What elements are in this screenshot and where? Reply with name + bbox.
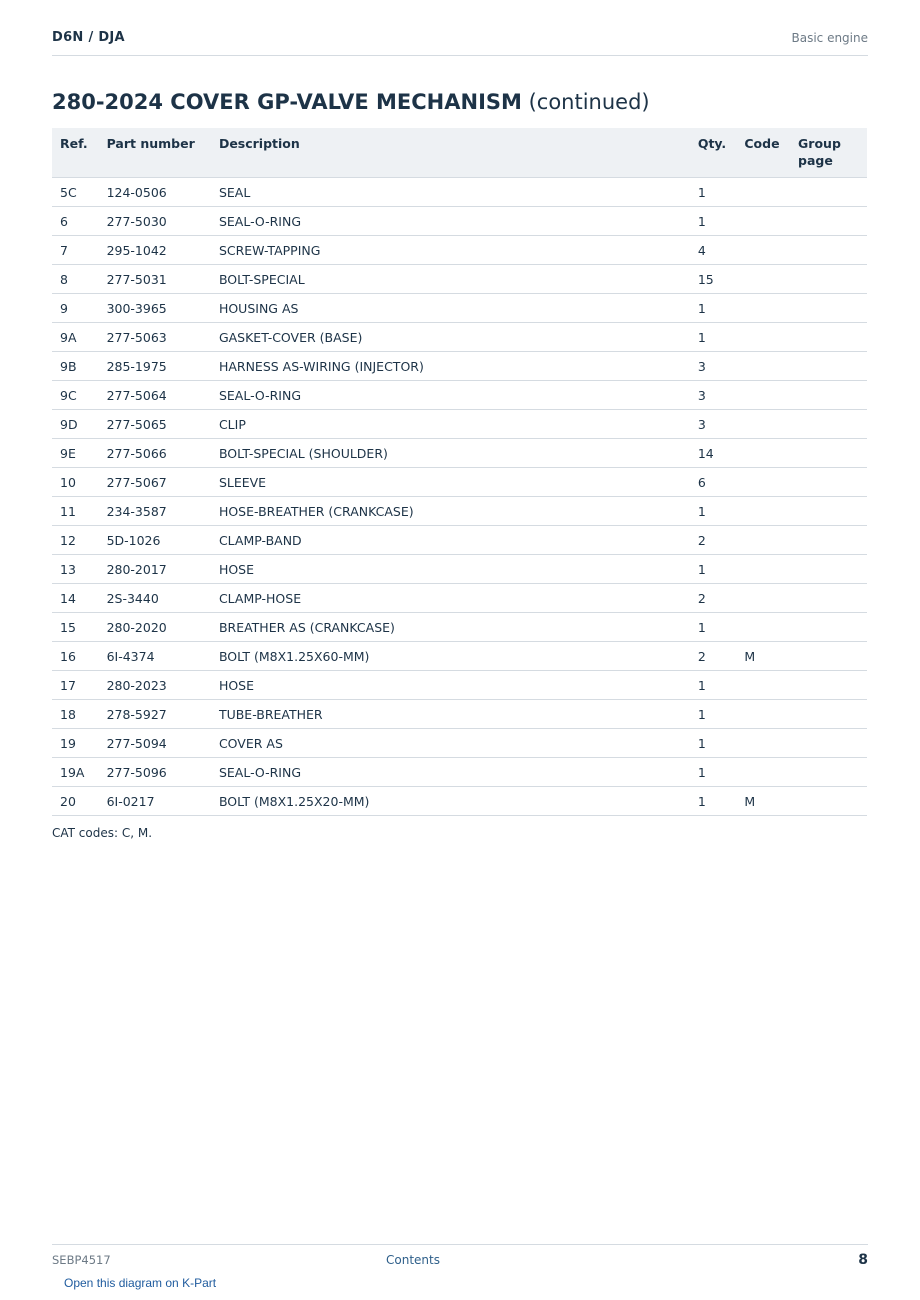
open-diagram-kpart-link[interactable]: Open this diagram on K-Part [64,1276,217,1290]
cell-group-page [790,410,867,439]
cell-part-number: 277-5094 [99,729,211,758]
cell-description: CLIP [211,410,690,439]
cell-group-page [790,613,867,642]
page-title [52,90,650,114]
cell-group-page [790,642,867,671]
cell-ref: 19 [52,729,99,758]
cell-code [736,584,790,613]
parts-table [52,128,867,816]
cell-description: HOSE [211,671,690,700]
cell-qty: 3 [690,410,737,439]
cell-description: GASKET-COVER (BASE) [211,323,690,352]
cell-qty: 3 [690,352,737,381]
cell-ref: 20 [52,787,99,816]
cell-description: HARNESS AS-WIRING (INJECTOR) [211,352,690,381]
table-row [52,207,867,236]
page-number: 8 [858,1252,868,1268]
cell-qty: 1 [690,758,737,787]
cell-group-page [790,584,867,613]
cell-code [736,700,790,729]
cell-part-number: 277-5066 [99,439,211,468]
cell-group-page [790,352,867,381]
cell-code [736,555,790,584]
cell-group-page [790,787,867,816]
cell-qty: 1 [690,497,737,526]
cell-qty: 1 [690,787,737,816]
page-header [52,28,868,56]
cell-description: BOLT-SPECIAL (SHOULDER) [211,439,690,468]
table-row [52,468,867,497]
cell-qty: 1 [690,700,737,729]
cell-description: SCREW-TAPPING [211,236,690,265]
cell-ref: 11 [52,497,99,526]
cell-code [736,207,790,236]
cell-group-page [790,439,867,468]
table-row [52,178,867,207]
table-row [52,555,867,584]
table-row [52,787,867,816]
table-row [52,439,867,468]
cell-qty: 4 [690,236,737,265]
cell-group-page [790,700,867,729]
cell-code [736,265,790,294]
cell-group-page [790,178,867,207]
cell-code [736,439,790,468]
table-row [52,381,867,410]
cell-description: BREATHER AS (CRANKCASE) [211,613,690,642]
table-row [52,613,867,642]
cell-description: HOSE [211,555,690,584]
cell-code [736,323,790,352]
cell-group-page [790,323,867,352]
column-header-code: Code [736,128,790,178]
cell-ref: 7 [52,236,99,265]
cell-group-page [790,729,867,758]
contents-link[interactable]: Contents [386,1253,440,1267]
cell-description: SEAL-O-RING [211,207,690,236]
cell-ref: 18 [52,700,99,729]
cell-group-page [790,265,867,294]
cell-code [736,236,790,265]
cell-ref: 9C [52,381,99,410]
cell-ref: 6 [52,207,99,236]
cell-code [736,381,790,410]
table-row [52,729,867,758]
cell-code [736,758,790,787]
parts-table-header [52,128,867,178]
cell-ref: 13 [52,555,99,584]
cell-code [736,410,790,439]
cell-code [736,468,790,497]
cell-group-page [790,236,867,265]
cell-group-page [790,758,867,787]
cell-description: CLAMP-HOSE [211,584,690,613]
table-row [52,584,867,613]
cell-qty: 2 [690,584,737,613]
cell-ref: 9A [52,323,99,352]
cell-code [736,671,790,700]
column-header-part-number: Part number [99,128,211,178]
table-row [52,265,867,294]
cell-code [736,526,790,555]
cell-description: BOLT (M8X1.25X20-MM) [211,787,690,816]
cell-ref: 9B [52,352,99,381]
cell-description: TUBE-BREATHER [211,700,690,729]
footer-divider [52,1244,868,1245]
cell-description: SLEEVE [211,468,690,497]
cell-qty: 6 [690,468,737,497]
cell-code [736,294,790,323]
cell-qty: 1 [690,294,737,323]
cell-qty: 1 [690,613,737,642]
cell-code: M [736,642,790,671]
cell-part-number: 280-2023 [99,671,211,700]
cell-group-page [790,526,867,555]
table-row [52,758,867,787]
cell-ref: 5C [52,178,99,207]
cell-qty: 1 [690,729,737,758]
cell-part-number: 5D-1026 [99,526,211,555]
page-title-main: 280-2024 COVER GP-VALVE MECHANISM [52,90,522,114]
cell-part-number: 234-3587 [99,497,211,526]
cell-description: COVER AS [211,729,690,758]
table-row [52,526,867,555]
column-header-qty-label: Qty. [697,136,727,151]
cell-description: SEAL [211,178,690,207]
cell-part-number: 277-5063 [99,323,211,352]
column-header-group-page-label: Group page [798,136,841,168]
cell-code [736,352,790,381]
section-name: Basic engine [791,31,868,45]
cell-ref: 14 [52,584,99,613]
cell-ref: 9D [52,410,99,439]
cell-qty: 14 [690,439,737,468]
cell-part-number: 277-5031 [99,265,211,294]
cell-description: HOUSING AS [211,294,690,323]
cell-ref: 12 [52,526,99,555]
cell-ref: 15 [52,613,99,642]
table-row [52,352,867,381]
table-row [52,410,867,439]
cell-group-page [790,555,867,584]
cell-qty: 1 [690,207,737,236]
cell-description: SEAL-O-RING [211,381,690,410]
cell-description: BOLT-SPECIAL [211,265,690,294]
cell-part-number: 295-1042 [99,236,211,265]
cell-qty: 1 [690,555,737,584]
column-header-qty [690,128,737,178]
table-row [52,642,867,671]
cell-ref: 19A [52,758,99,787]
table-row [52,236,867,265]
cell-qty: 1 [690,323,737,352]
cell-qty: 1 [690,178,737,207]
cell-ref: 9E [52,439,99,468]
cell-code [736,178,790,207]
cell-part-number: 300-3965 [99,294,211,323]
cell-qty: 3 [690,381,737,410]
cell-part-number: 277-5067 [99,468,211,497]
cell-group-page [790,671,867,700]
table-row [52,700,867,729]
cell-ref: 9 [52,294,99,323]
cell-group-page [790,381,867,410]
cell-qty: 1 [690,671,737,700]
table-row [52,323,867,352]
cell-ref: 10 [52,468,99,497]
machine-model: D6N / DJA [52,30,125,45]
cell-description: BOLT (M8X1.25X60-MM) [211,642,690,671]
page-title-suffix: (continued) [528,90,650,114]
cell-code: M [736,787,790,816]
table-row [52,294,867,323]
cell-part-number: 277-5030 [99,207,211,236]
table-row [52,497,867,526]
cat-codes-note: CAT codes: C, M. [52,826,153,840]
cell-part-number: 277-5096 [99,758,211,787]
cell-code [736,729,790,758]
cell-group-page [790,497,867,526]
cell-qty: 2 [690,526,737,555]
cell-part-number: 2S-3440 [99,584,211,613]
cell-description: HOSE-BREATHER (CRANKCASE) [211,497,690,526]
cell-qty: 15 [690,265,737,294]
cell-group-page [790,468,867,497]
cell-part-number: 6I-0217 [99,787,211,816]
cell-group-page [790,294,867,323]
column-header-group-page [790,128,867,178]
cell-description: SEAL-O-RING [211,758,690,787]
cell-part-number: 278-5927 [99,700,211,729]
cell-ref: 8 [52,265,99,294]
cell-part-number: 280-2020 [99,613,211,642]
cell-qty: 2 [690,642,737,671]
cell-group-page [790,207,867,236]
cell-part-number: 277-5065 [99,410,211,439]
cell-part-number: 285-1975 [99,352,211,381]
cell-code [736,613,790,642]
cell-code [736,497,790,526]
column-header-ref: Ref. [52,128,99,178]
cell-part-number: 6I-4374 [99,642,211,671]
cell-ref: 16 [52,642,99,671]
cell-part-number: 277-5064 [99,381,211,410]
column-header-description: Description [211,128,690,178]
cell-ref: 17 [52,671,99,700]
table-row [52,671,867,700]
cell-part-number: 280-2017 [99,555,211,584]
cell-part-number: 124-0506 [99,178,211,207]
document-id: SEBP4517 [52,1253,111,1267]
cell-description: CLAMP-BAND [211,526,690,555]
